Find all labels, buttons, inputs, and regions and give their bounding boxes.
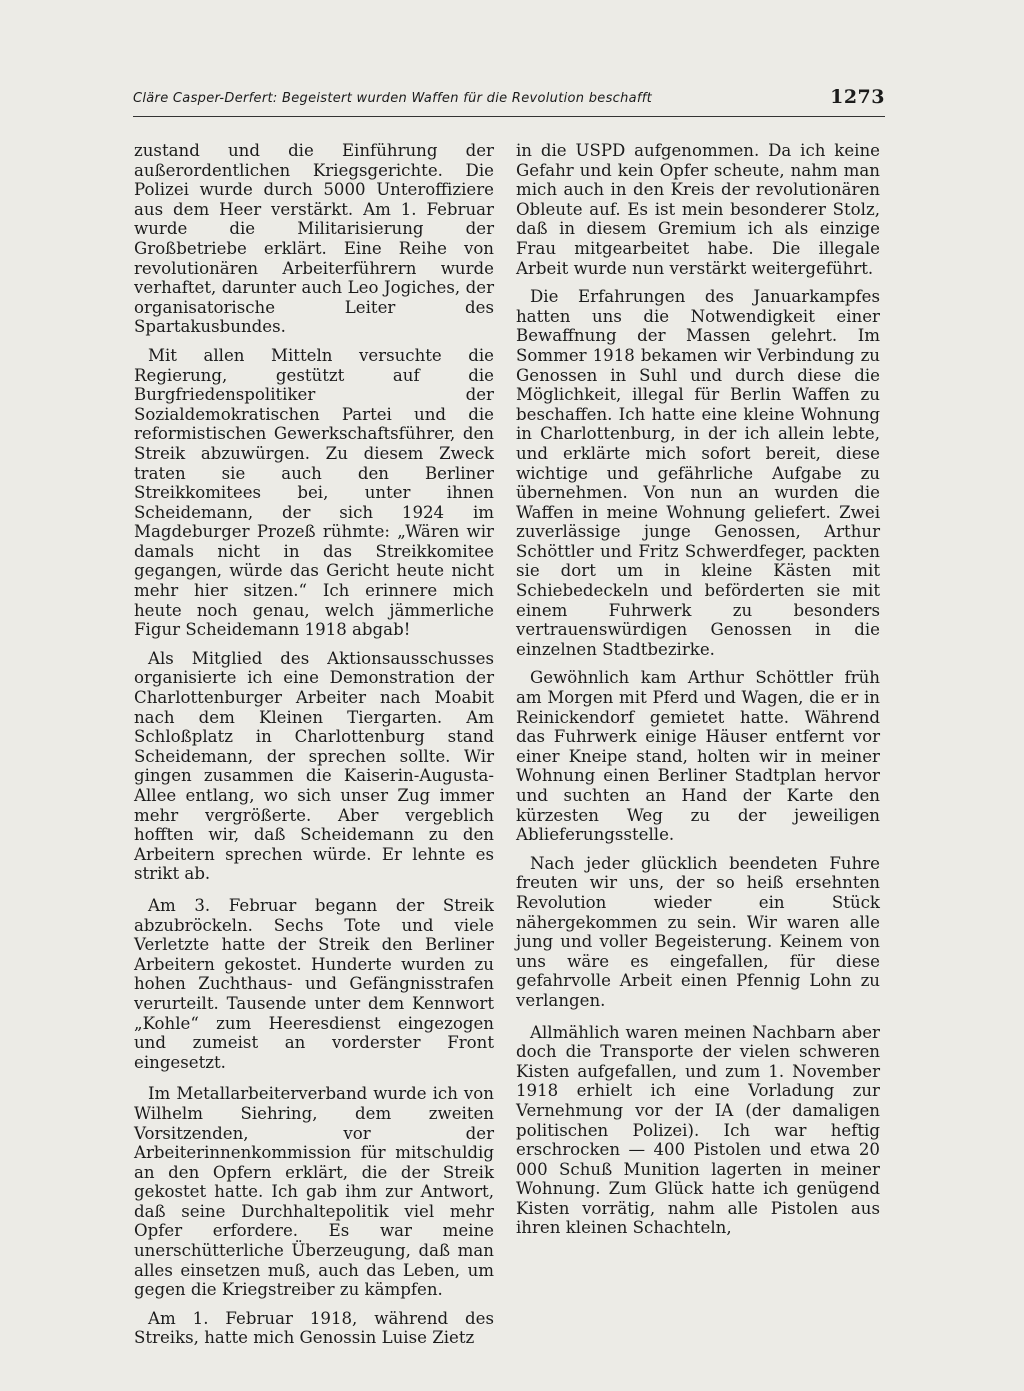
paragraph: Allmählich waren meinen Nachbarn aber doch die Transporte der vielen schweren Kisten aufgefallen, und zum 1. November 1918 erhielt ich eine Vorladung zur Vernehmung vor der IA (der damaligen politischen Polizei). Ich war heftig erschrocken — 400 Pistolen und etwa 20 000 Schuß Munition lagerten in meiner Wohnung. Zum Glück hatte ich genügend Kisten vorrätig, nahm alle Pistolen aus ihren kleinen Schachteln, (516, 1022, 880, 1238)
paragraph: Am 1. Februar 1918, während des Streiks, hatte mich Genossin Luise Zietz (134, 1308, 494, 1348)
paragraph: Die Erfahrungen des Januarkampfes hatten uns die Notwendigkeit einer Bewaffnung der Massen gelehrt. Im Sommer 1918 bekamen wir Verbindung zu Genossen in Suhl und durch diese die Möglichkeit, illegal für Berlin Waffen zu beschaffen. Ich hatte eine kleine Wohnung in Charlottenburg, in der ich allein lebte, und erklärte mich sofort bereit, diese wichtige und gefährliche Aufgabe zu übernehmen. Von nun an wurden die Waffen in meine Wohnung geliefert. Zwei zuverlässige junge Genossen, Arthur Schöttler und Fritz Schwerdfeger, packten sie dort um in kleine Kästen mit Schiebedeckeln und beförderten sie mit einem Fuhrwerk zu besonders vertrauenswürdigen Genossen in die einzelnen Stadtbezirke. (516, 287, 880, 659)
paragraph: Im Metallarbeiterverband wurde ich von Wilhelm Siehring, dem zweiten Vorsitzenden, vor der Arbeiterinnenkommission für mitschuldig an den Opfern erklärt, die der Streik gekostet hatte. Ich gab ihm zur Antwort, daß seine Durchhaltepolitik viel mehr Opfer erfordere. Es war meine unerschütterliche Überzeugung, daß man alles einsetzen muß, auch das Leben, um gegen die Kriegstreiber zu kämpfen. (134, 1084, 494, 1300)
paragraph: Nach jeder glücklich beendeten Fuhre freuten wir uns, der so heiß ersehnten Revolution wieder ein Stück nähergekommen zu sein. Wir waren alle jung und voller Begeisterung. Keinem von uns wäre es eingefallen, für diese gefahrvolle Arbeit einen Pfennig Lohn zu verlangen. (516, 853, 880, 1010)
running-header (133, 84, 885, 117)
paragraph: in die USPD aufgenommen. Da ich keine Gefahr und kein Opfer scheute, nahm man mich auch in den Kreis der revolutionären Obleute auf. Es ist mein besonderer Stolz, daß in diesem Gremium ich als einzige Frau mitgearbeitet habe. Die illegale Arbeit wurde nun verstärkt weitergeführt. (516, 141, 880, 278)
page-number: 1273 (830, 86, 885, 108)
paragraph: zustand und die Einführung der außerordentlichen Kriegsgerichte. Die Polizei wurde durch 5000 Unteroffiziere aus dem Heer verstärkt. Am 1. Februar wurde die Militarisierung der Großbetriebe erklärt. Eine Reihe von revolutionären Arbeiterführern wurde verhaftet, darunter auch Leo Jogiches, der organisatorische Leiter des Spartakusbundes. (134, 141, 494, 337)
right-column (516, 141, 880, 1247)
paragraph: Als Mitglied des Aktionsausschusses organisierte ich eine Demonstration der Charlottenburger Arbeiter nach Moabit nach dem Kleinen Tiergarten. Am Schloßplatz in Charlottenburg stand Scheidemann, der sprechen sollte. Wir gingen zusammen die Kaiserin-Augusta-Allee entlang, wo sich unser Zug immer mehr vergrößerte. Aber vergeblich hofften wir, daß Scheidemann zu den Arbeitern sprechen würde. Er lehnte es strikt ab. (134, 648, 494, 884)
left-column (134, 141, 494, 1357)
paragraph: Am 3. Februar begann der Streik abzubröckeln. Sechs Tote und viele Verletzte hatte der Streik den Berliner Arbeitern gekostet. Hunderte wurden zu hohen Zuchthaus- und Gefängnisstrafen verurteilt. Tausende unter dem Kennwort „Kohle“ zum Heeresdienst eingezogen und zumeist an vorderster Front eingesetzt. (134, 895, 494, 1072)
paragraph: Mit allen Mitteln versuchte die Regierung, gestützt auf die Burgfriedenspolitiker der Sozialdemokratischen Partei und die reformistischen Gewerkschaftsführer, den Streik abzuwürgen. Zu diesem Zweck traten sie auch den Berliner Streikkomitees bei, unter ihnen Scheidemann, der sich 1924 im Magdeburger Prozeß rühmte: „Wären wir damals nicht in das Streikkomitee gegangen, würde das Gericht heute nicht mehr hier sitzen.“ Ich erinnere mich heute noch genau, welch jämmerliche Figur Scheidemann 1918 abgab! (134, 345, 494, 640)
header-title: Cläre Casper-Derfert: Begeistert wurden Waffen für die Revolution beschafft (133, 91, 653, 106)
paragraph: Gewöhnlich kam Arthur Schöttler früh am Morgen mit Pferd und Wagen, die er in Reinickendorf gemietet hatte. Während das Fuhrwerk einige Häuser entfernt vor einer Kneipe stand, holten wir in meiner Wohnung einen Berliner Stadtplan hervor und suchten an Hand der Karte den kürzesten Weg zu der jeweiligen Ablieferungsstelle. (516, 668, 880, 845)
